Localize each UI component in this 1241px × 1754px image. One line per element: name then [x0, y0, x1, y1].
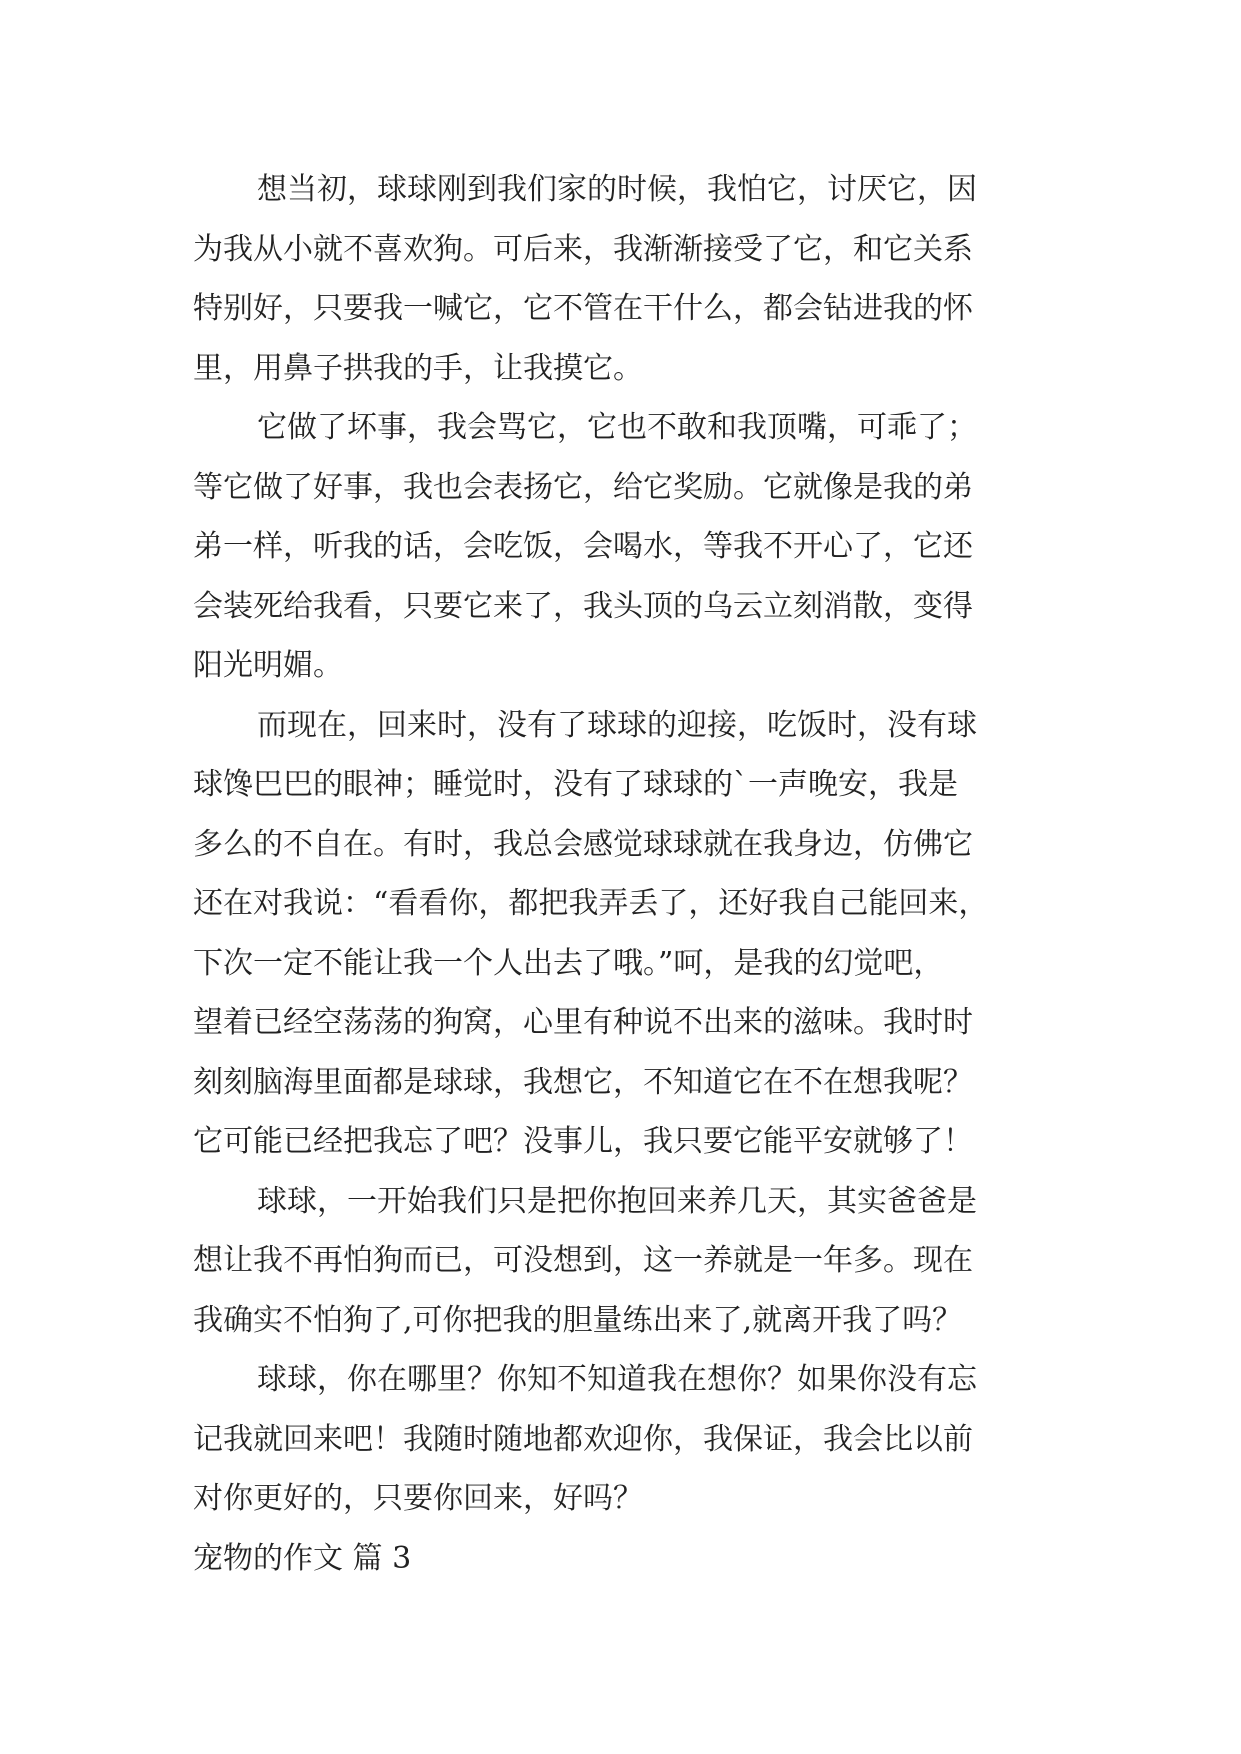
paragraph-line: 特别好，只要我一喊它，它不管在干什么，都会钻进我的怀 [193, 291, 973, 326]
paragraph-line: 望着已经空荡荡的狗窝，心里有种说不出来的滋味。我时时 [193, 1005, 973, 1040]
paragraph-2 [193, 398, 1073, 696]
paragraph-line: 多么的不自在。有时，我总会感觉球球就在我身边，仿佛它 [193, 826, 973, 862]
paragraph-line: 会装死给我看，只要它来了，我头顶的乌云立刻消散，变得 [193, 588, 973, 624]
paragraph-line: 对你更好的，只要你回来，好吗？ [193, 1481, 643, 1516]
paragraph-line: 里，用鼻子拱我的手，让我摸它。 [193, 350, 643, 386]
paragraph-line: 球球，你在哪里？你知不知道我在想你？如果你没有忘 [257, 1362, 977, 1397]
paragraph-line: 球球，一开始我们只是把你抱回来养几天，其实爸爸是 [257, 1183, 977, 1219]
paragraph-4 [193, 1172, 1073, 1351]
paragraph-5 [193, 1350, 1073, 1529]
paragraph-line: 下次一定不能让我一个人出去了哦。”呵，是我的幻觉吧， [193, 945, 944, 981]
section-heading: 宠物的作文 篇 3 [193, 1540, 412, 1576]
paragraph-line: 想让我不再怕狗而已，可没想到，这一养就是一年多。现在 [193, 1243, 973, 1278]
paragraph-line: 它可能已经把我忘了吧？没事儿，我只要它能平安就够了！ [193, 1124, 973, 1159]
paragraph-line: 它做了坏事，我会骂它，它也不敢和我顶嘴，可乖了； [257, 410, 977, 445]
paragraph-line: 而现在，回来时，没有了球球的迎接，吃饭时，没有球 [257, 707, 977, 743]
paragraph-line: 记我就回来吧！我随时随地都欢迎你，我保证，我会比以前 [193, 1421, 973, 1457]
paragraph-line: 我确实不怕狗了,可你把我的胆量练出来了,就离开我了吗？ [193, 1302, 963, 1338]
paragraph-line: 等它做了好事，我也会表扬它，给它奖励。它就像是我的弟 [193, 469, 973, 505]
paragraph-3 [193, 696, 1073, 1172]
paragraph-line: 想当初，球球刚到我们家的时候，我怕它，讨厌它，因 [257, 172, 977, 207]
paragraph-line: 阳光明媚。 [193, 648, 343, 683]
paragraph-line: 还在对我说：“看看你，都把我弄丢了，还好我自己能回来， [193, 886, 989, 921]
paragraph-line: 刻刻脑海里面都是球球，我想它，不知道它在不在想我呢？ [193, 1064, 973, 1100]
essay-body [193, 160, 1073, 1588]
paragraph-1 [193, 160, 1073, 398]
paragraph-line: 球馋巴巴的眼神；睡觉时，没有了球球的`一声晚安，我是 [193, 767, 958, 802]
paragraph-line: 为我从小就不喜欢狗。可后来，我渐渐接受了它，和它关系 [193, 231, 973, 267]
paragraph-line: 弟一样，听我的话，会吃饭，会喝水，等我不开心了，它还 [193, 529, 973, 564]
